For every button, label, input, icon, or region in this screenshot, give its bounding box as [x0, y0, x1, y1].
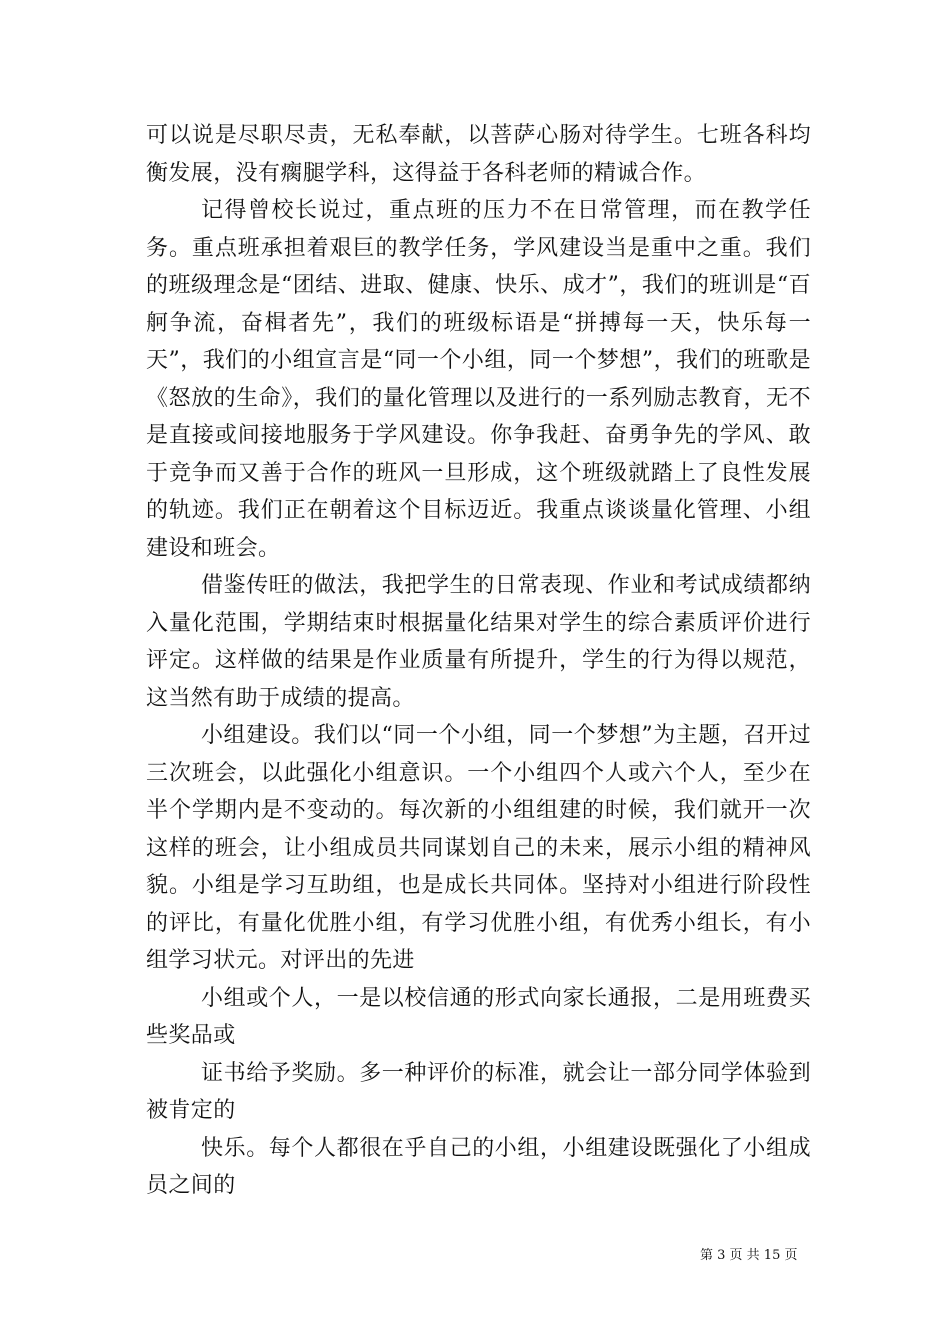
page-number-label: 第 3 页 共 15 页 — [700, 1248, 798, 1263]
document-body — [146, 117, 811, 1205]
paragraph-7: 快乐。每个人都很在乎自己的小组，小组建设既强化了小组成员之间的 — [146, 1135, 811, 1198]
paragraph-2: 记得曾校长说过，重点班的压力不在日常管理，而在教学任务。重点班承担着艰巨的教学任务，学风建设当是重中之重。我们的班级理念是“团结、进取、健康、快乐、成才”，我们的班训是“百舸争流，奋楫者先”，我们的班级标语是“拼搏每一天，快乐每一天”，我们的小组宣言是“同一个小组，同一个梦想”，我们的班歌是《怒放的生命》，我们的量化管理以及进行的一系列励志教育，无不是直接或间接地服务于学风建设。你争我赶、奋勇争先的学风、敢于竞争而又善于合作的班风一旦形成，这个班级就踏上了良性发展的轨迹。我们正在朝着这个目标迈近。我重点谈谈量化管理、小组建设和班会。 — [146, 198, 811, 561]
paragraph-1: 可以说是尽职尽责，无私奉献，以菩萨心肠对待学生。七班各科均衡发展，没有瘸腿学科，这得益于各科老师的精诚合作。 — [146, 123, 811, 186]
paragraph-4: 小组建设。我们以“同一个小组，同一个梦想”为主题，召开过三次班会，以此强化小组意识。一个小组四个人或六个人，至少在半个学期内是不变动的。每次新的小组组建的时候，我们就开一次这样的班会，让小组成员共同谋划自己的未来，展示小组的精神风貌。小组是学习互助组，也是成长共同体。坚持对小组进行阶段性的评比，有量化优胜小组，有学习优胜小组，有优秀小组长，有小组学习状元。对评出的先进 — [146, 723, 811, 973]
paragraph-5: 小组或个人，一是以校信通的形式向家长通报，二是用班费买些奖品或 — [146, 985, 811, 1048]
paragraph-3: 借鉴传旺的做法，我把学生的日常表现、作业和考试成绩都纳入量化范围，学期结束时根据量化结果对学生的综合素质评价进行评定。这样做的结果是作业质量有所提升，学生的行为得以规范，这当然有助于成绩的提高。 — [146, 573, 811, 711]
paragraph-6: 证书给予奖励。多一种评价的标准，就会让一部分同学体验到被肯定的 — [146, 1060, 811, 1123]
page-number-footer — [700, 1247, 797, 1265]
